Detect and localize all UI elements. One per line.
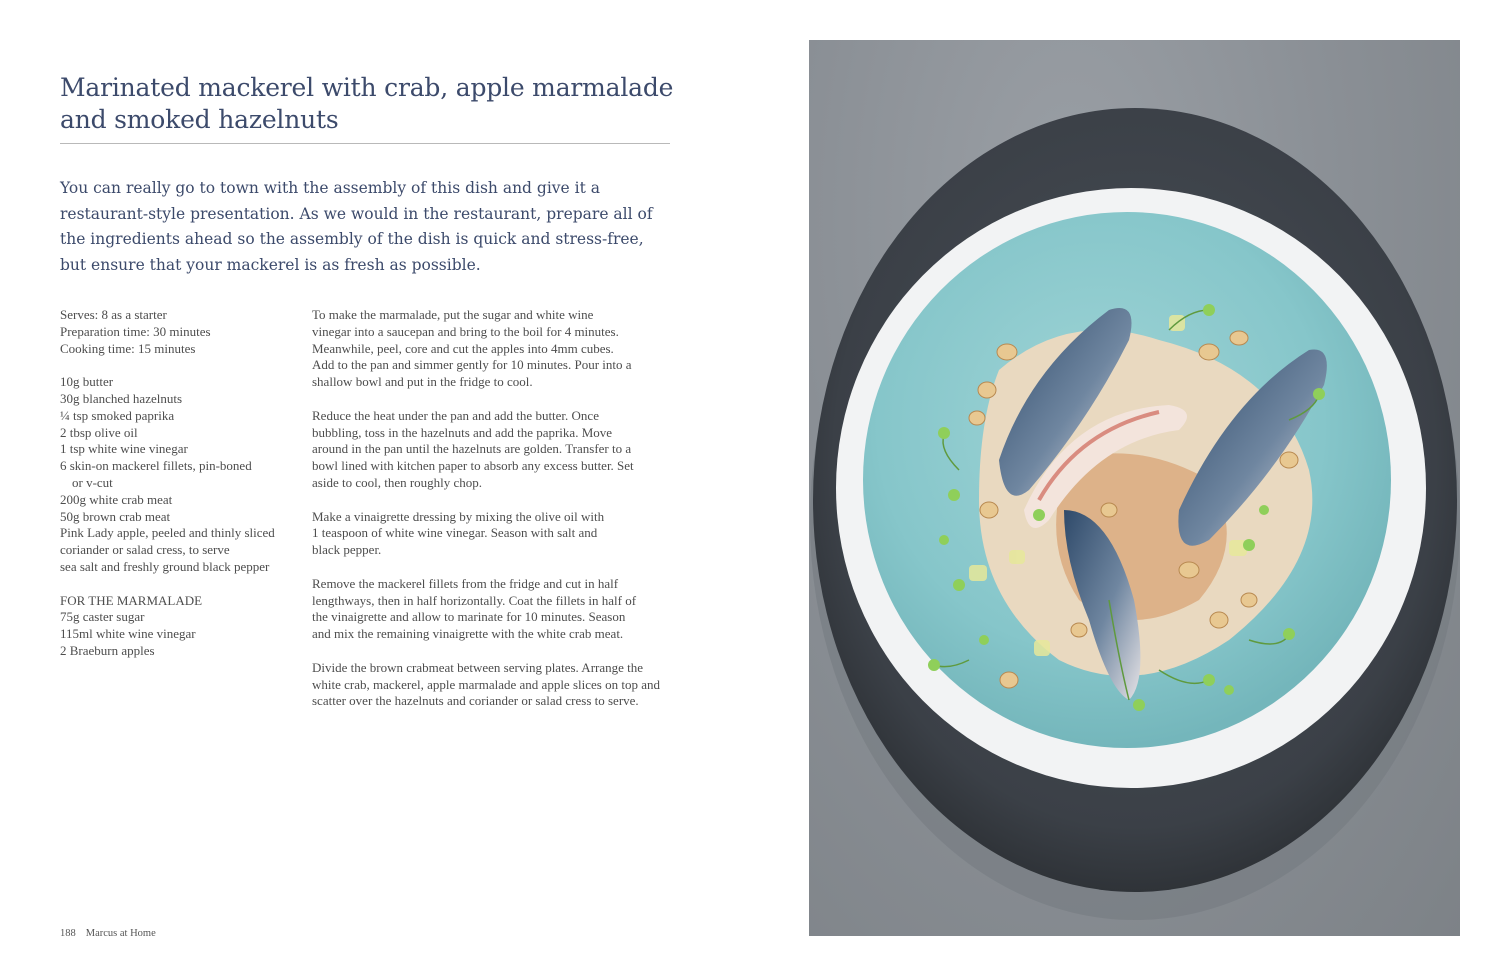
ingredients-column: [60, 307, 300, 660]
ingredient-item: coriander or salad cress, to serve: [60, 542, 230, 558]
marmalade-item: 2 Braeburn apples: [60, 642, 155, 658]
page-footer: [60, 928, 156, 939]
ingredient-item: 1 tsp white wine vinegar: [60, 441, 188, 457]
method-step: Remove the mackerel fillets from the fridge and cut in half lengthways, then in half horizontally. Coat the fillets in half of the vinaigrette and allow to marinate for 10 minutes. Season and mix the remaining vinaigrette with the white crab meat.: [312, 575, 637, 642]
marmalade-item: 115ml white wine vinegar: [60, 626, 196, 642]
marmalade-heading: FOR THE MARMALADE: [60, 592, 203, 608]
ingredient-item: 10g butter: [60, 374, 114, 390]
ingredient-item: ¼ tsp smoked paprika: [60, 407, 175, 423]
ingredient-item: 2 tbsp olive oil: [60, 424, 138, 440]
prep-time-text: Preparation time: 30 minutes: [60, 323, 211, 339]
method-step: To make the marmalade, put the sugar and white wine vinegar into a saucepan and bring to the boil for 4 minutes. Meanwhile, peel, core and cut the apples into 4mm cubes. Add to the pan and simmer gently for 10 minutes. Pour into a shallow bowl and put in the fridge to cool.: [312, 307, 632, 390]
book-title: Marcus at Home: [85, 928, 156, 939]
method-column: [312, 307, 672, 727]
ingredient-item: 200g white crab meat: [60, 491, 173, 507]
ingredient-item: 6 skin-on mackerel fillets, pin-boned: [60, 458, 252, 474]
ingredient-item: 50g brown crab meat: [60, 508, 171, 524]
ingredient-item: Pink Lady apple, peeled and thinly sliced: [60, 525, 275, 541]
serves-text: Serves: 8 as a starter: [60, 307, 167, 322]
ingredient-item-continued: or v-cut: [72, 474, 113, 490]
method-step: Divide the brown crabmeat between serving plates. Arrange the white crab, mackerel, apple marmalade and apple slices on top and scatter over the hazelnuts and coriander or salad cress to serve.: [312, 659, 660, 709]
cook-time-text: Cooking time: 15 minutes: [60, 340, 196, 356]
recipe-title: Marinated mackerel with crab, apple marmalade and smoked hazelnuts: [60, 73, 674, 134]
dish-photo: [809, 40, 1460, 936]
page-number: 188: [60, 928, 76, 939]
ingredient-item: 30g blanched hazelnuts: [60, 390, 183, 406]
ingredient-item: sea salt and freshly ground black pepper: [60, 558, 270, 574]
method-step: Make a vinaigrette dressing by mixing the olive oil with 1 teaspoon of white wine vinegar. Season with salt and black pepper.: [312, 508, 605, 558]
method-step: Reduce the heat under the pan and add the butter. Once bubbling, toss in the hazelnuts and add the paprika. Move around in the pan until the hazelnuts are golden. Transfer to a bowl lined with kitchen paper to absorb any excess butter. Set aside to cool, then roughly chop.: [312, 407, 634, 490]
recipe-intro: You can really go to town with the assembly of this dish and give it a restaurant-style presentation. As we would in the restaurant, prepare all of the ingredients ahead so the assembly of the dish is quick and stress-free, but ensure that your mackerel is as fresh as possible.: [60, 179, 653, 274]
marmalade-item: 75g caster sugar: [60, 609, 145, 625]
title-divider: [60, 143, 670, 144]
